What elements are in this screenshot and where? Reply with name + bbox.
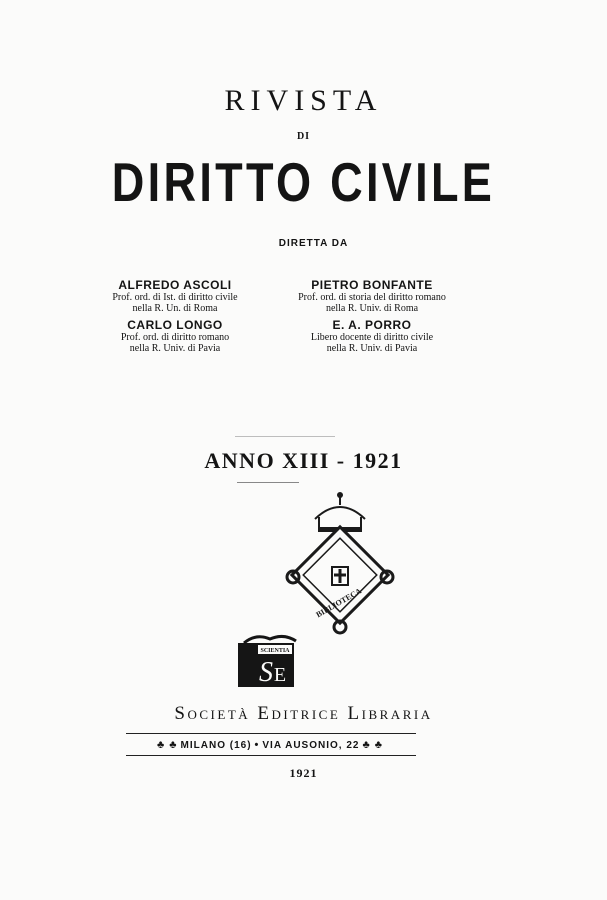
divider <box>235 436 335 437</box>
library-stamp-icon <box>285 487 395 637</box>
address-separator: • <box>254 739 260 751</box>
publisher-address <box>125 737 415 753</box>
editor-name: ALFREDO ASCOLI <box>118 278 232 292</box>
clover-ornament-icon: ♣ ♣ <box>157 739 178 751</box>
printer-mark-icon <box>236 633 300 689</box>
divider <box>126 755 416 756</box>
svg-text:S: S <box>259 657 273 688</box>
svg-text:E: E <box>273 664 287 686</box>
editor-affiliation-2: nella R. Univ. di Pavia <box>129 343 221 354</box>
editor-porro <box>262 318 482 354</box>
publisher-name: Società Editrice Libraria <box>174 703 433 724</box>
direction-label: DIRETTA DA <box>278 238 349 249</box>
journal-title-line-1: RIVISTA <box>224 84 383 117</box>
editor-name: E. A. PORRO <box>332 318 412 332</box>
printer-mark-text: SCIENTIA <box>260 648 290 654</box>
divider <box>237 482 299 483</box>
divider <box>126 733 416 734</box>
editor-affiliation-1: Prof. ord. di Ist. di diritto civile <box>112 292 238 303</box>
volume-year: ANNO XIII - 1921 <box>204 448 403 473</box>
editor-bonfante <box>262 278 482 314</box>
editor-name: CARLO LONGO <box>127 318 223 332</box>
editor-affiliation-1: Prof. ord. di storia del diritto romano <box>298 292 446 303</box>
publication-year: 1921 <box>289 766 318 780</box>
editor-affiliation-1: Prof. ord. di diritto romano <box>120 332 230 343</box>
editor-affiliation-2: nella R. Univ. di Roma <box>325 303 419 314</box>
stamp-ring-text: BIBLIOTECA <box>314 586 363 620</box>
journal-title-line-2: DIRITTO CIVILE <box>111 151 496 213</box>
address-street: VIA AUSONIO, 22 <box>262 739 360 751</box>
editor-ascoli <box>65 278 285 314</box>
clover-ornament-icon: ♣ ♣ <box>362 739 383 751</box>
journal-title-connector: DI <box>296 131 311 142</box>
editor-affiliation-2: nella R. Un. di Roma <box>132 303 218 314</box>
editor-affiliation-1: Libero docente di diritto civile <box>310 332 434 343</box>
address-city: MILANO (16) <box>180 739 252 751</box>
editor-affiliation-2: nella R. Univ. di Pavia <box>326 343 418 354</box>
editor-name: PIETRO BONFANTE <box>311 278 433 292</box>
editor-longo <box>65 318 285 354</box>
